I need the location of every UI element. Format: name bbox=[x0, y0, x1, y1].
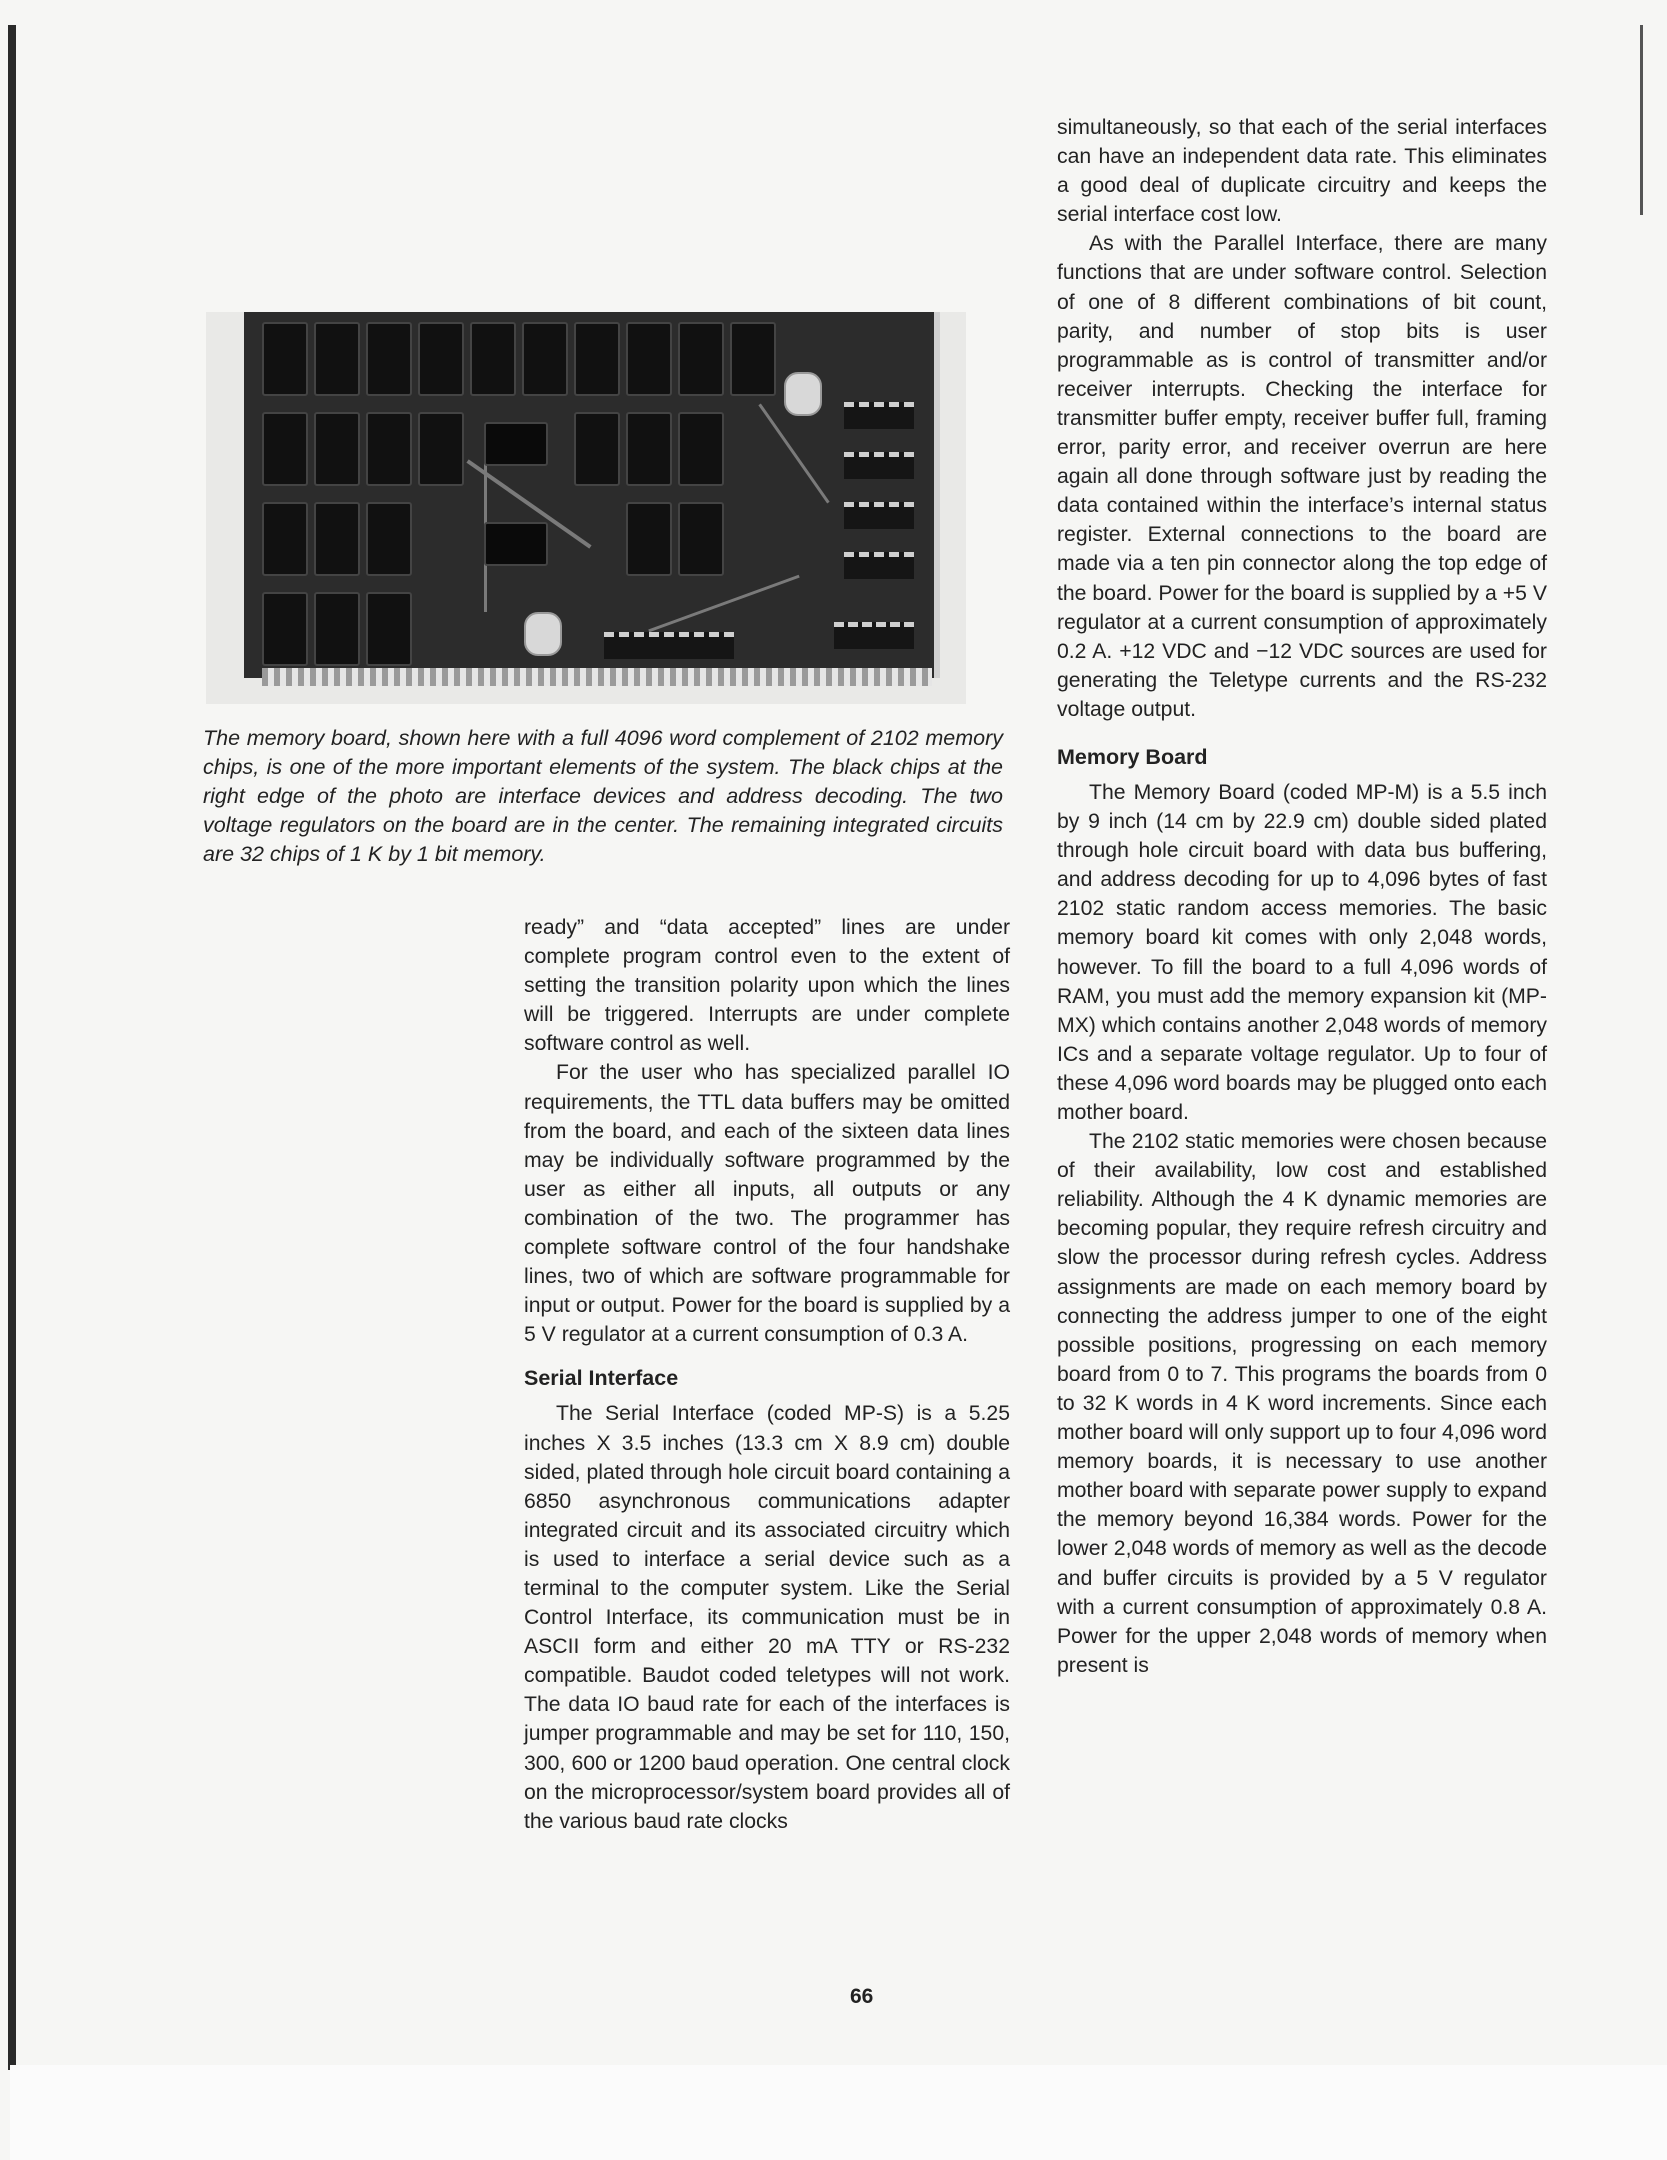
page-number: 66 bbox=[850, 1985, 874, 2008]
paragraph: ready” and “data accepted” lines are under complete program control even to the extent of setting the transition polarity upon which the lines will be triggered. Interrupts are under complete software control as well. bbox=[524, 916, 1010, 1056]
section-heading-memory-board: Memory Board bbox=[1057, 744, 1208, 769]
paragraph: The 2102 static memories were chosen because of their availability, low cost and established reliability. Although the 4 K dynamic memories are becoming popular, they require refresh circuitry and slow the processor during refresh cycles. Address assignments are made on each memory board by connecting the address jumper to one of the eight possible positions, progressing on each memory board from 0 to 7. This programs the boards from 0 to 32 K words in 4 K word increments. Since each mother board will only support up to four 4,096 word memory boards, it is necessary to use another mother board with separate power supply to expand the memory beyond 16,384 words. Power for the lower 2,048 words of memory as well as the decode and buffer circuits is provided by a 5 V regulator with a current consumption of approximately 0.8 A. Power for the upper 2,048 words of memory when present is bbox=[1057, 1130, 1547, 1677]
circuit-board-illustration bbox=[244, 312, 940, 678]
scan-right-edge bbox=[1640, 25, 1643, 215]
right-text-column bbox=[1057, 113, 1547, 1680]
scan-bottom-margin bbox=[10, 2065, 1667, 2160]
edge-connector bbox=[262, 668, 932, 686]
scan-binding-edge bbox=[8, 25, 16, 2070]
figure-caption: The memory board, shown here with a full 4096 word complement of 2102 memory chips, is one of the more important elements of the system. The black chips at the right edge of the photo are interface devices and address decoding. The two voltage regulators on the board are in the center. The remaining integrated circuits are 32 chips of 1 K by 1 bit memory. bbox=[203, 726, 1003, 866]
paragraph: As with the Parallel Interface, there are many functions that are under software control. Selection of one of 8 different combinations of bit count, parity, and number of stop bits is user programmable as is control of transmitter and/or receiver interrupts. Checking the interface for transmitter buffer empty, receiver buffer full, framing error, parity error, and receiver overrun are here again all done through software just by reading the data contained within the interface’s internal status register. External connections to the board are made via a ten pin connector along the top edge of the board. Power for the board is supplied by a +5 V regulator at a current consumption of approximately 0.2 A. +12 VDC and −12 VDC sources are used for generating the Teletype currents and the RS-232 voltage output. bbox=[1057, 232, 1547, 721]
paragraph: simultaneously, so that each of the serial interfaces can have an independent data rate. This eliminates a good deal of duplicate circuitry and keeps the serial interface cost low. bbox=[1057, 116, 1547, 227]
paragraph: For the user who has specialized parallel IO requirements, the TTL data buffers may be omitted from the board, and each of the sixteen data lines may be individually software programmed by the user as either all inputs, all outputs or any combination of the two. The programmer has complete software control of the four handshake lines, two of which are software programmable for input or output. Power for the board is supplied by a 5 V regulator at a current consumption of 0.3 A. bbox=[524, 1061, 1010, 1347]
section-heading-serial-interface: Serial Interface bbox=[524, 1366, 679, 1391]
paragraph: The Memory Board (coded MP-M) is a 5.5 inch by 9 inch (14 cm by 22.9 cm) double sided plated through hole circuit board with data bus buffering, and address decoding for up to 4,096 bytes of fast 2102 static random access memories. The basic memory board kit comes with only 2,048 words, however. To fill the board to a full 4,096 words of RAM, you must add the memory expansion kit (MP-MX) which contains another 2,048 words of memory ICs and a separate voltage regulator. Up to four of these 4,096 word boards may be plugged onto each mother board. bbox=[1057, 780, 1547, 1124]
left-text-column bbox=[524, 913, 1010, 1836]
paragraph: The Serial Interface (coded MP-S) is a 5.25 inches X 3.5 inches (13.3 cm X 8.9 cm) double sided, plated through hole circuit board containing a 6850 asynchronous communications adapter integrated circuit and its associated circuitry which is used to interface a serial device such as a terminal to the computer system. Like the Serial Control Interface, its communication must be in ASCII form and either 20 mA TTY or RS-232 compatible. Baudot coded teletypes will not work. The data IO baud rate for each of the interfaces is jumper programmable and may be set for 110, 150, 300, 600 or 1200 baud operation. One central clock on the microprocessor/system board provides all of the various baud rate clocks bbox=[524, 1402, 1010, 1833]
